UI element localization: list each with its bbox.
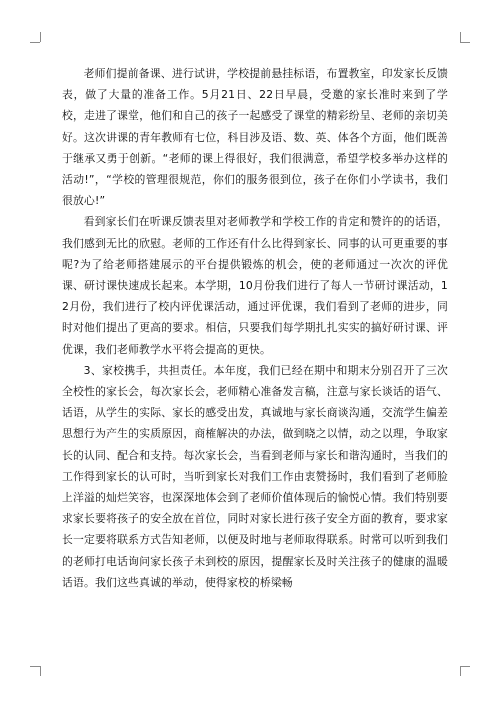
corner-mark-top-right-v xyxy=(460,32,461,42)
paragraph-home-school-cooperation: 3、家校携手，共担责任。本年度，我们已经在期中和期末分别召开了三次全校性的家长会，每次家长会，老师精心准备发言稿，注意与家长谈话的语气、话语，从学生的实际、家长的感受出发，真诚地与家长商谈沟通，交流学生偏差思想行为产生的实质原因，商榷解决的办法，做到晓之以情，动之以理，争取家长的认同、配合和支持。每次家长会，当看到老师与家长和谐沟通时，当我们的工作得到家长的认可时，当听到家长对我们工作由衷赞扬时，我们看到了老师脸上洋溢的灿烂笑容，也深深地体会到了老师价值体现后的愉悦心情。我们特别要求家长要将孩子的安全放在首位，同时对家长进行孩子安全方面的教育，要求家长一定要将联系方式告知老师，以便及时地与老师取得联系。时常可以听到我们的老师打电话询问家长孩子未到校的原因，提醒家长及时关注孩子的健康的温暖话语。我们这些真诚的举动，使得家校的桥梁畅 xyxy=(62,363,448,589)
corner-mark-bottom-left-h xyxy=(30,666,40,667)
paragraph-parent-open-class: 老师们提前备课、进行试讲，学校提前悬挂标语，布置教室，印发家长反馈表，做了大量的准备工作。5月21日、22日早晨，受邀的家长准时来到了学校，走进了课堂，他们和自己的孩子一起感受了课堂的精彩纷呈、老师的亲切美好。这次讲课的青年教师有七位，科目涉及语、数、英、体各个方面，他们既善于继承又勇于创新。“老师的课上得很好，我们很满意，希望学校多举办这样的活动!”，“学校的管理很规范，你们的服务很到位，孩子在你们小学读书，我们很放心!” xyxy=(62,67,448,208)
corner-mark-top-right-h xyxy=(460,42,470,43)
corner-mark-bottom-left-v xyxy=(40,666,41,676)
corner-mark-top-left-v xyxy=(40,32,41,42)
corner-mark-top-left-h xyxy=(30,42,40,43)
corner-mark-bottom-right-v xyxy=(460,666,461,676)
corner-mark-bottom-right-h xyxy=(460,666,470,667)
document-body xyxy=(62,63,448,593)
paragraph-teacher-growth: 看到家长们在听课反馈表里对老师教学和学校工作的肯定和赞许的的话语，我们感到无比的欣慰。老师的工作还有什么比得到家长、同事的认可更重要的事呢?为了给老师搭建展示的平台提供锻炼的机会，使的老师通过一次次的评优课、研讨课快速成长起来。本学期，10月份我们进行了每人一节研讨课活动，12月份，我们进行了校内评优课活动，通过评优课，我们看到了老师的进步，同时对他们提出了更高的要求。相信，只要我们每学期扎扎实实的搞好研讨课、评优课，我们老师教学水平将会提高的更快。 xyxy=(62,215,448,356)
